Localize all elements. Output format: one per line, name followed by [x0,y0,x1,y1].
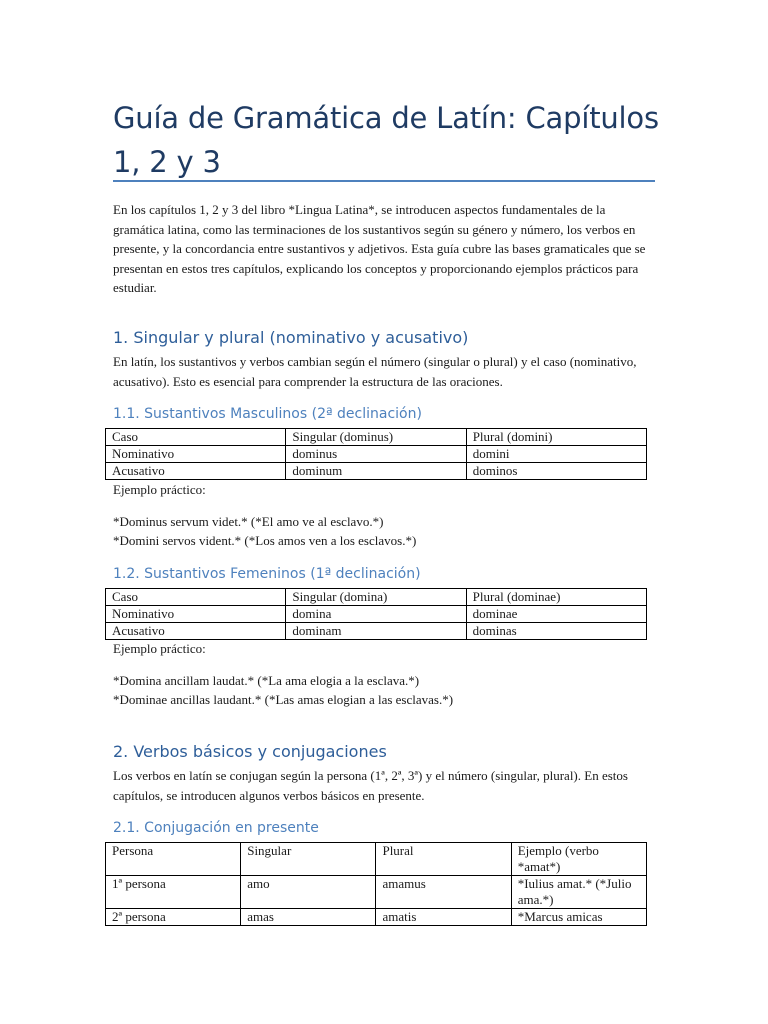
table-cell: Plural (dominae) [466,589,646,606]
section-2-heading: 2. Verbos básicos y conjugaciones [113,742,387,761]
table-cell: dominos [466,463,646,480]
section-2-text: Los verbos en latín se conjugan según la persona (1ª, 2ª, 3ª) y el número (singular, plural). En estos capítulos, se introducen algunos verbos básicos en presente. [113,768,628,803]
table-cell: Singular (dominus) [286,429,466,446]
table-cell: Nominativo [106,446,286,463]
table-cell: dominas [466,623,646,640]
section-1-heading: 1. Singular y plural (nominativo y acusativo) [113,328,469,347]
table-cell: *Iulius amat.* (*Julio ama.*) [511,876,646,909]
intro-paragraph: En los capítulos 1, 2 y 3 del libro *Lingua Latina*, se introducen aspectos fundamentales de la gramática latina, como las terminaciones de los sustantivos según su género y número, los verbos en presente, y la concordancia entre sustantivos y adjetivos. Esta guía cubre las bases gramaticales que se presentan en estos tres capítulos, explicando los conceptos y proporcionando ejemplos prácticos para estudiar. [113,202,646,295]
table-cell: Ejemplo (verbo *amat*) [511,843,646,876]
title-divider [113,180,655,182]
table-cell: Plural [376,843,511,876]
section-1-text: En latín, los sustantivos y verbos cambian según el número (singular o plural) y el caso (nominativo, acusativo). Esto es esencial para comprender la estructura de las oraciones. [113,354,637,389]
table-row [106,623,647,640]
table-row [106,463,647,480]
example-label: Ejemplo práctico: [113,482,206,497]
table-cell: dominus [286,446,466,463]
table-cell: Acusativo [106,463,286,480]
table-row [106,876,647,909]
table-row [106,606,647,623]
table-cell: Nominativo [106,606,286,623]
table-cell: amas [241,909,376,926]
table-cell: Acusativo [106,623,286,640]
example-sentence: *Domina ancillam laudat.* (*La ama elogia a la esclava.*) [113,673,420,688]
example-sentence: *Dominae ancillas laudant.* (*Las amas elogian a las esclavas.*) [113,692,454,707]
table-cell: dominae [466,606,646,623]
table-cell: amamus [376,876,511,909]
present-conjugation-table [105,842,647,926]
table-cell: Singular [241,843,376,876]
table-cell: domina [286,606,466,623]
table-cell: Singular (domina) [286,589,466,606]
table-cell: dominam [286,623,466,640]
example-sentence: *Domini servos vident.* (*Los amos ven a los esclavos.*) [113,533,417,548]
table-cell: Plural (domini) [466,429,646,446]
example-label: Ejemplo práctico: [113,641,206,656]
section-1-2-heading: 1.2. Sustantivos Femeninos (1ª declinación) [113,566,421,582]
table-cell: 1ª persona [106,876,241,909]
table-cell: amo [241,876,376,909]
table-cell: amatis [376,909,511,926]
table-row [106,446,647,463]
table-cell: Caso [106,589,286,606]
table-cell: *Marcus amicas [511,909,646,926]
table-cell: Caso [106,429,286,446]
table-row [106,843,647,876]
table-row [106,589,647,606]
document-title: Guía de Gramática de Latín: Capítulos 1, 2 y 3 [113,101,659,179]
table-cell: 2ª persona [106,909,241,926]
table-cell: Persona [106,843,241,876]
section-1-1-heading: 1.1. Sustantivos Masculinos (2ª declinación) [113,406,422,422]
table-row [106,429,647,446]
masculine-nouns-table [105,428,647,480]
feminine-nouns-table [105,588,647,640]
section-2-1-heading: 2.1. Conjugación en presente [113,820,319,836]
table-row [106,909,647,926]
example-sentence: *Dominus servum videt.* (*El amo ve al esclavo.*) [113,514,384,529]
table-cell: domini [466,446,646,463]
table-cell: dominum [286,463,466,480]
